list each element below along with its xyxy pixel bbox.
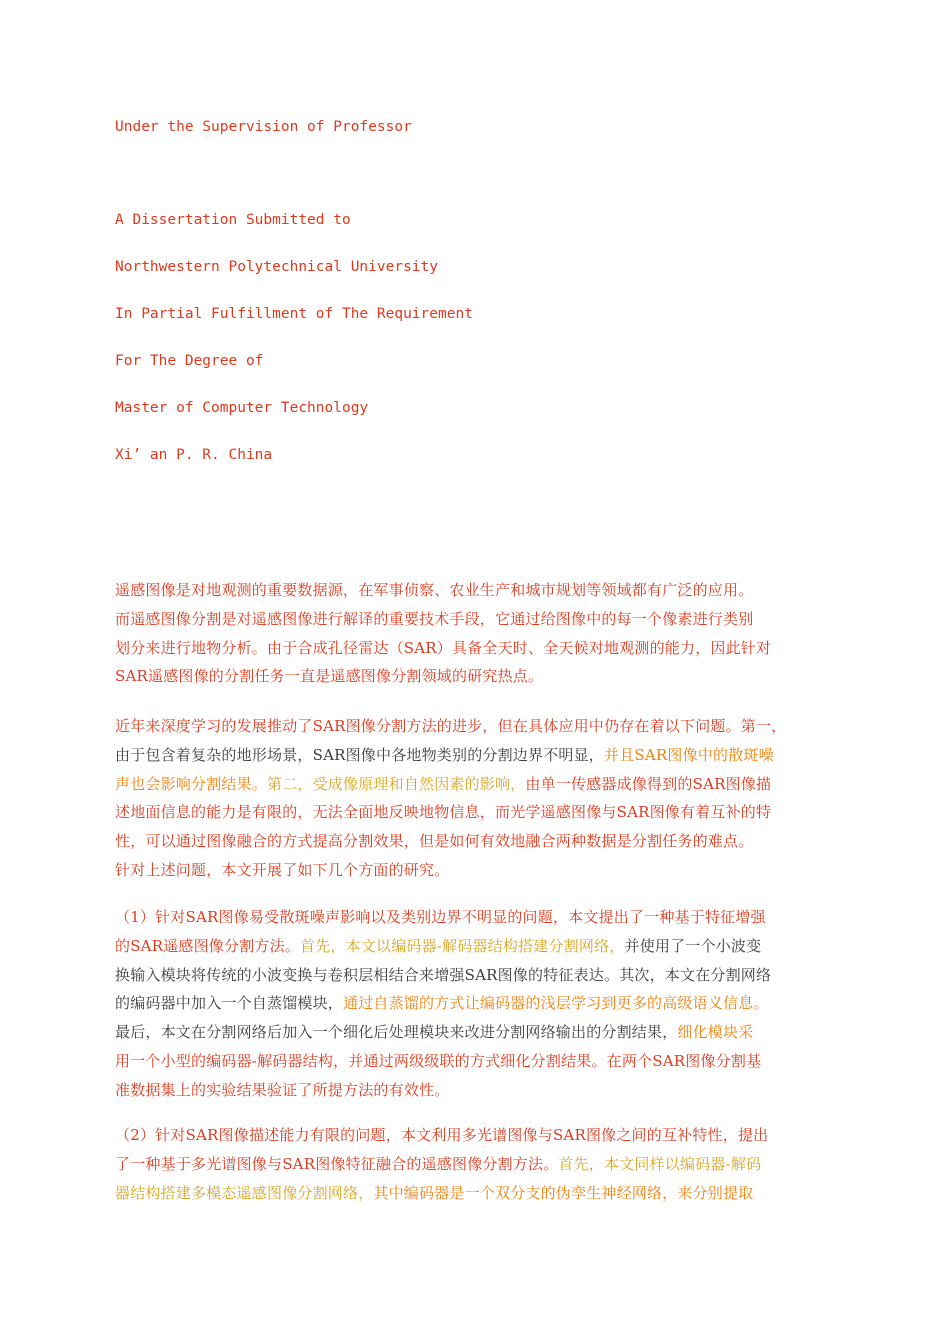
- text-segment: （1）针对SAR图像易受散斑噪声影响以及类别边界不明显的问题，本文提出了一种基于特征增强: [115, 908, 766, 926]
- text-line: [115, 1018, 837, 1047]
- abstract-paragraph-3-method-1: [115, 903, 837, 1105]
- text-segment: 近年来深度学习的发展推动了SAR图像分割方法的进步，但在具体应用中仍存在着以下问题。第一，: [115, 717, 787, 735]
- text-line: [115, 989, 837, 1018]
- text-segment: 其中编码器是一个双分支的伪孪生神经网络，来分别提取: [373, 1183, 754, 1202]
- degree-for-line: For The Degree of: [115, 353, 264, 369]
- text-line: [115, 856, 837, 885]
- text-line: [115, 1179, 837, 1208]
- text-segment: 细化模块采: [677, 1023, 754, 1042]
- text-segment: 遥感图像是对地观测的重要数据源，在军事侦察、农业生产和城市规划等领域都有广泛的应用。: [115, 581, 754, 599]
- text-line: [115, 1121, 837, 1150]
- text-segment: 最后，本文在分割网络后加入一个细化后处理模块来改进分割网络输出的分割结果，: [115, 1023, 678, 1042]
- text-segment: 声也会影响分割结果。: [115, 774, 268, 793]
- text-line: [115, 1150, 837, 1179]
- text-line: [115, 961, 837, 990]
- text-segment: 首先，本文以编码器-解码器结构搭建分割网络，: [300, 936, 625, 955]
- text-segment: 首先，本文同样以编码器-解码: [558, 1154, 762, 1173]
- text-line: [115, 932, 837, 961]
- text-segment: 了一种基于多光谱图像与SAR图像特征融合的遥感图像分割方法。: [115, 1154, 559, 1173]
- text-segment: 由于包含着复杂的地形场景，SAR图像中各地物类别的分割边界不明显，: [115, 745, 605, 764]
- text-segment: （2）针对SAR图像描述能力有限的问题，本文利用多光谱图像与SAR图像之间的互补特性，提出: [115, 1126, 769, 1144]
- text-segment: SAR遥感图像的分割任务一直是遥感图像分割领域的研究热点。: [115, 667, 544, 686]
- text-segment: 划分来进行地物分析。由于合成孔径雷达（SAR）具备全天时、全天候对地观测的能力，因此针对: [115, 638, 772, 657]
- text-segment: 述地面信息的能力是有限的，无法全面地反映地物信息，而光学遥感图像与SAR图像有着互补的特: [115, 803, 772, 822]
- text-segment: 的编码器中加入一个自蒸馏模块，: [115, 994, 344, 1013]
- text-line: [115, 662, 837, 691]
- university-line: Northwestern Polytechnical University: [115, 259, 439, 275]
- dissertation-submitted-line: A Dissertation Submitted to: [115, 212, 351, 228]
- degree-line: Master of Computer Technology: [115, 400, 369, 416]
- text-line: [115, 770, 837, 799]
- text-segment: 并使用了一个小波变: [624, 936, 762, 955]
- fulfillment-line: In Partial Fulfillment of The Requirement: [115, 306, 473, 322]
- text-segment: 针对上述问题，本文开展了如下几个方面的研究。: [115, 860, 450, 879]
- text-segment: 性，可以通过图像融合的方式提高分割效果，但是如何有效地融合两种数据是分割任务的难点。: [115, 832, 754, 851]
- text-segment: 的SAR遥感图像分割方法。: [115, 936, 301, 955]
- abstract-paragraph-2: [115, 712, 837, 885]
- text-segment: 换输入模块将传统的小波变换与卷积层相结合来增强SAR图像的特征表达。其次，本文在分割网络: [115, 965, 772, 984]
- text-line: [115, 741, 837, 770]
- text-segment: 通过自蒸馏的方式让编码器的浅层学习到更多的高级语义信息。: [343, 994, 769, 1013]
- text-line: [115, 1047, 837, 1076]
- abstract-paragraph-4-method-2: [115, 1121, 837, 1207]
- text-line: [115, 827, 837, 856]
- supervision-line: Under the Supervision of Professor: [115, 119, 412, 135]
- text-segment: 器结构搭建多模态遥感图像分割网络，: [115, 1183, 374, 1202]
- text-line: [115, 1076, 837, 1105]
- text-line: [115, 903, 837, 932]
- text-segment: 而遥感图像分割是对遥感图像进行解译的重要技术手段，它通过给图像中的每一个像素进行类别: [115, 609, 754, 628]
- abstract-paragraph-1: [115, 576, 837, 691]
- text-line: [115, 798, 837, 827]
- text-line: [115, 605, 837, 634]
- text-segment: 由单一传感器成像得到的SAR图像描: [525, 774, 772, 793]
- text-line: [115, 634, 837, 663]
- text-segment: 并且SAR图像中的散斑噪: [604, 745, 774, 764]
- text-segment: 用一个小型的编码器-解码器结构，并通过两级级联的方式细化分割结果。在两个SAR图像分割基: [115, 1051, 762, 1070]
- text-line: [115, 712, 837, 741]
- location-line: Xi’ an P. R. China: [115, 447, 273, 463]
- text-segment: 准数据集上的实验结果验证了所提方法的有效性。: [115, 1080, 450, 1099]
- text-segment: 第二，受成像原理和自然因素的影响，: [267, 774, 526, 793]
- text-line: [115, 576, 837, 605]
